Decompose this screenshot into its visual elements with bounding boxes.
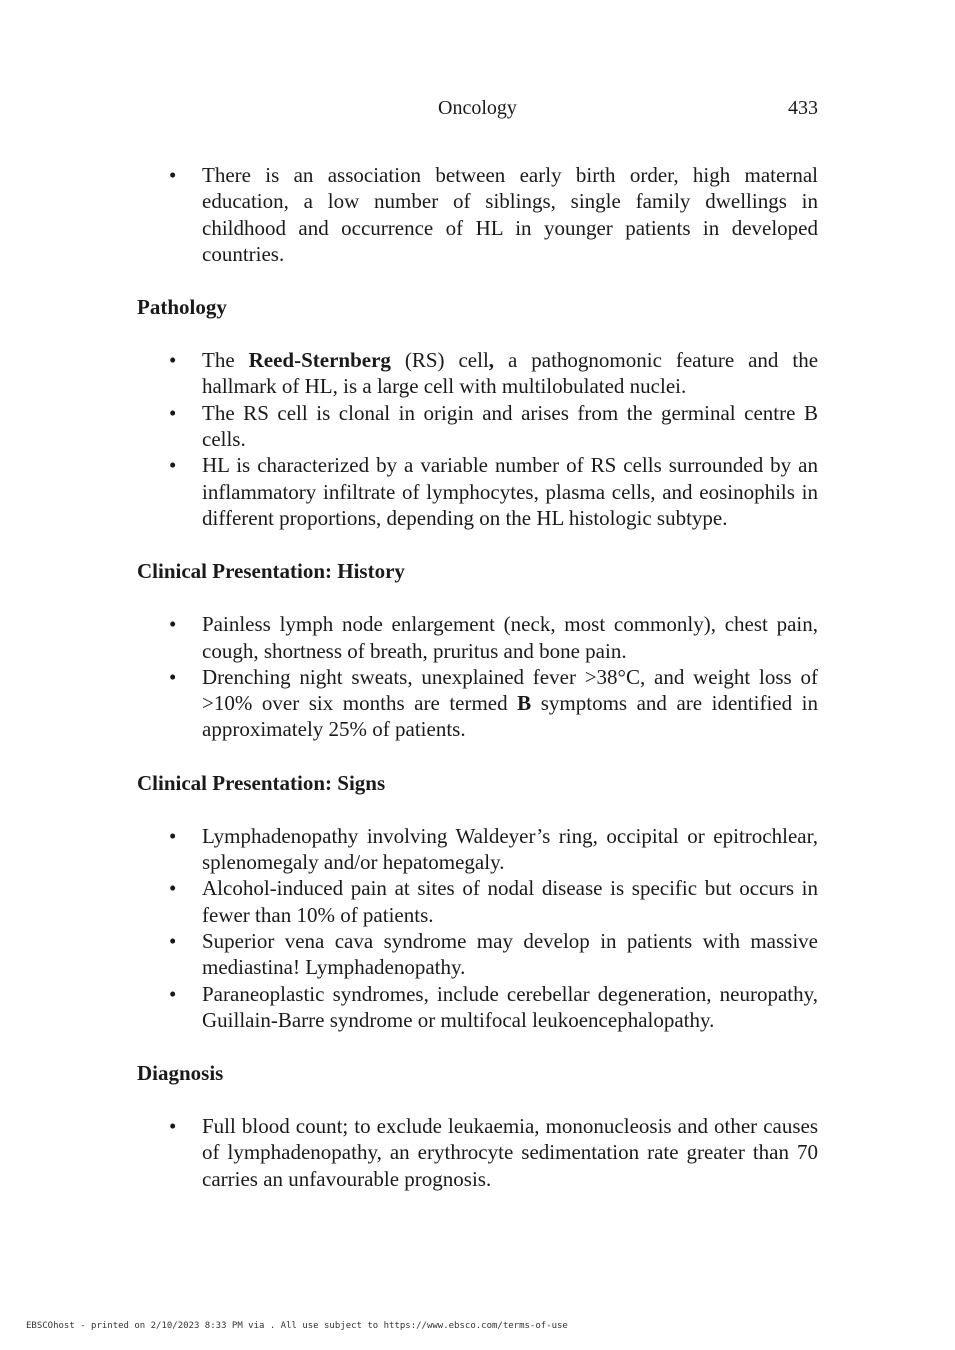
bullet-icon: • (169, 612, 177, 637)
list-item-text-post: symptoms and are identified in approximately 25% of patients. (202, 691, 818, 742)
bullet-icon: • (169, 876, 177, 901)
list-item-text-bold: B (517, 691, 532, 716)
bullet-icon: • (169, 664, 177, 689)
header-title: Oncology (438, 97, 517, 119)
list-item (137, 875, 818, 928)
list-item-text-post: a pathognomonic feature and the hallmark of HL, is a large cell with multilobulated nuclei. (202, 348, 819, 399)
bullet-icon: • (169, 1114, 177, 1139)
list-item-text: Alcohol-induced pain at sites of nodal disease is specific but occurs in fewer than 10% of patients. (202, 876, 818, 927)
list-item-text: Paraneoplastic syndromes, include cerebellar degeneration, neuropathy, Guillain-Barre syndrome or multifocal leukoencephalopathy. (202, 981, 818, 1032)
section-heading-diagnosis: Diagnosis (137, 1061, 224, 1086)
diagnosis-list (137, 1113, 818, 1192)
list-item (137, 1113, 818, 1192)
pathology-list (137, 347, 818, 531)
page-number: 433 (788, 97, 818, 119)
page-body (137, 162, 818, 1192)
footer-print-notice: EBSCOhost - printed on 2/10/2023 8:33 PM via . All use subject to https://www.ebsco.com/terms-of-use (26, 1321, 568, 1331)
list-item-text: Painless lymph node enlargement (neck, most commonly), chest pain, cough, shortness of breath, pruritus and bone pain. (202, 612, 818, 663)
list-item (137, 162, 818, 267)
bullet-icon: • (169, 823, 177, 848)
list-item (137, 452, 818, 531)
list-item-text: The RS cell is clonal in origin and arises from the germinal centre B cells. (202, 400, 818, 452)
list-item-text: Lymphadenopathy involving Waldeyer’s ring, occipital or epitrochlear, splenomegaly and/or hepatomegaly. (202, 823, 818, 875)
list-item-text-bold: Reed-Sternberg (248, 348, 391, 373)
section-heading-signs: Clinical Presentation: Signs (137, 770, 386, 795)
signs-list (137, 823, 818, 1033)
list-item-text-mid: (RS) cell (390, 348, 489, 373)
bullet-icon: • (169, 163, 177, 187)
list-item (137, 400, 818, 453)
list-item-text: HL is characterized by a variable number of RS cells surrounded by an inflammatory infiltrate of lymphocytes, plasma cells, and eosinophils in different proportions, depending on the HL histologic subtype. (202, 453, 818, 530)
list-item-text-bold-comma: , (488, 348, 495, 373)
list-item (137, 347, 818, 400)
bullet-icon: • (169, 981, 177, 1006)
list-item (137, 928, 818, 981)
intro-list (137, 162, 818, 267)
bullet-icon: • (169, 400, 177, 425)
section-heading-pathology: Pathology (137, 295, 227, 320)
history-list (137, 611, 818, 742)
bullet-icon: • (169, 928, 177, 953)
list-item (137, 823, 818, 876)
bullet-icon: • (169, 453, 177, 478)
list-item-text-pre: The (202, 348, 249, 373)
list-item-text-pre: Drenching night sweats, unexplained fever >38°C, and weight loss of >10% over six months are termed (202, 664, 818, 716)
bullet-icon: • (169, 348, 177, 373)
list-item (137, 981, 818, 1034)
list-item (137, 664, 818, 743)
list-item-text: There is an association between early birth order, high maternal education, a low number of siblings, single family dwellings in childhood and occurrence of HL in younger patients in developed countries. (202, 163, 818, 266)
list-item-text: Superior vena cava syndrome may develop in patients with massive mediastina! Lymphadenopathy. (202, 928, 818, 980)
section-heading-history: Clinical Presentation: History (137, 559, 405, 584)
list-item (137, 611, 818, 664)
list-item-text: Full blood count; to exclude leukaemia, mononucleosis and other causes of lymphadenopathy, an erythrocyte sedimentation rate greater than 70 carries an unfavourable prognosis. (202, 1114, 818, 1191)
